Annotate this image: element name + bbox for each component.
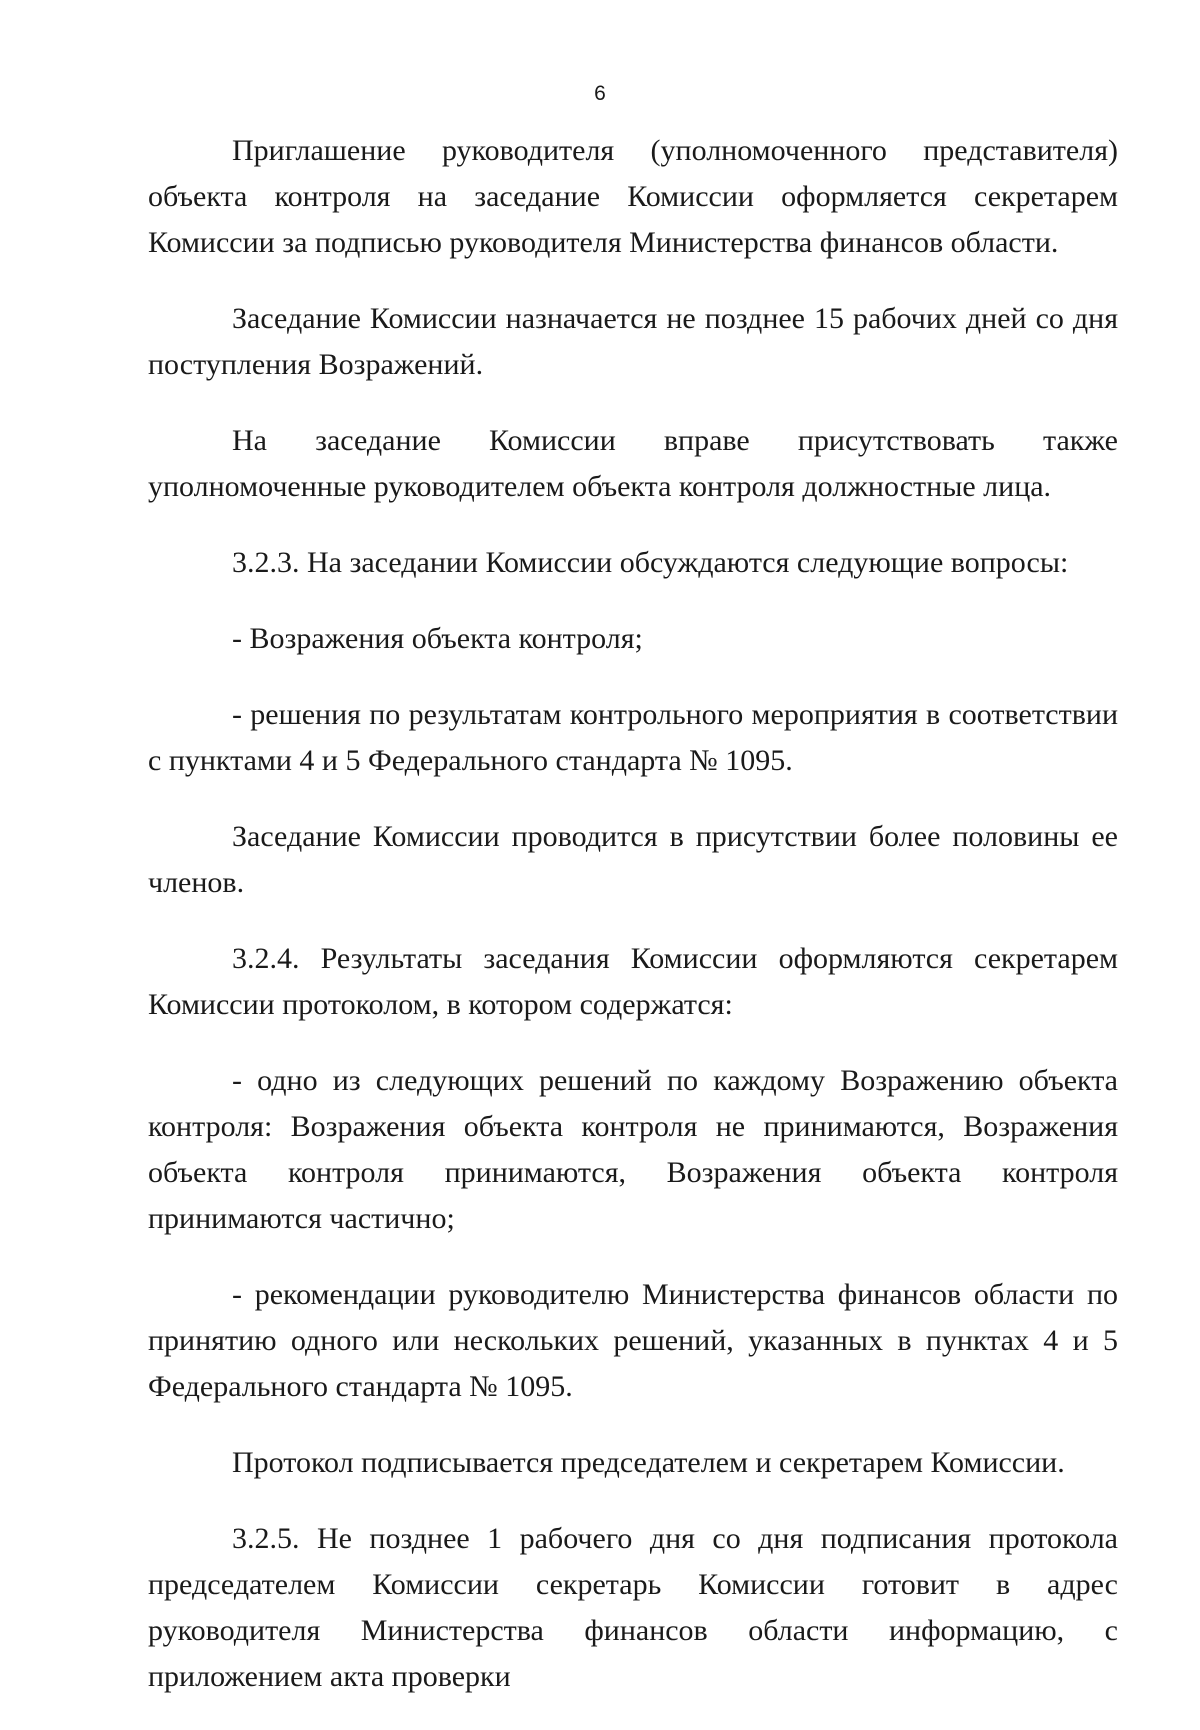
list-item-objection-decision: - одно из следующих решений по каждому Возражению объекта контроля: Возражения объекта контроля не принимаются, Возражения объекта контроля принимаются, Возражения объекта контроля принимаются частично; [148,1064,1118,1235]
list-item-objections: - Возражения объекта контроля; [232,622,643,655]
paragraph-attendees: На заседание Комиссии вправе присутствовать также уполномоченные руководителем объекта контроля должностные лица. [148,424,1118,503]
paragraph-3-2-3: 3.2.3. На заседании Комиссии обсуждаются следующие вопросы: [232,546,1069,579]
page-number: 6 [594,82,606,105]
paragraph-protocol-signing: Протокол подписывается председателем и секретарем Комиссии. [232,1446,1065,1479]
paragraph-quorum: Заседание Комиссии проводится в присутствии более половины ее членов. [148,820,1118,899]
paragraph-meeting-deadline: Заседание Комиссии назначается не позднее 15 рабочих дней со дня поступления Возражений. [148,302,1118,381]
paragraph-invitation: Приглашение руководителя (уполномоченного представителя) объекта контроля на заседание Комиссии оформляется секретарем Комиссии за подписью руководителя Министерства финансов области. [148,134,1118,259]
list-item-decisions: - решения по результатам контрольного мероприятия в соответствии с пунктами 4 и 5 Федерального стандарта № 1095. [148,698,1118,777]
list-item-recommendations: - рекомендации руководителю Министерства финансов области по принятию одного или нескольких решений, указанных в пунктах 4 и 5 Федерального стандарта № 1095. [148,1278,1118,1403]
paragraph-3-2-5: 3.2.5. Не позднее 1 рабочего дня со дня подписания протокола председателем Комиссии секретарь Комиссии готовит в адрес руководителя Министерства финансов области информацию, с приложением акта проверки [148,1522,1118,1693]
paragraph-3-2-4: 3.2.4. Результаты заседания Комиссии оформляются секретарем Комиссии протоколом, в котором содержатся: [148,942,1118,1021]
document-body [148,128,1118,1730]
